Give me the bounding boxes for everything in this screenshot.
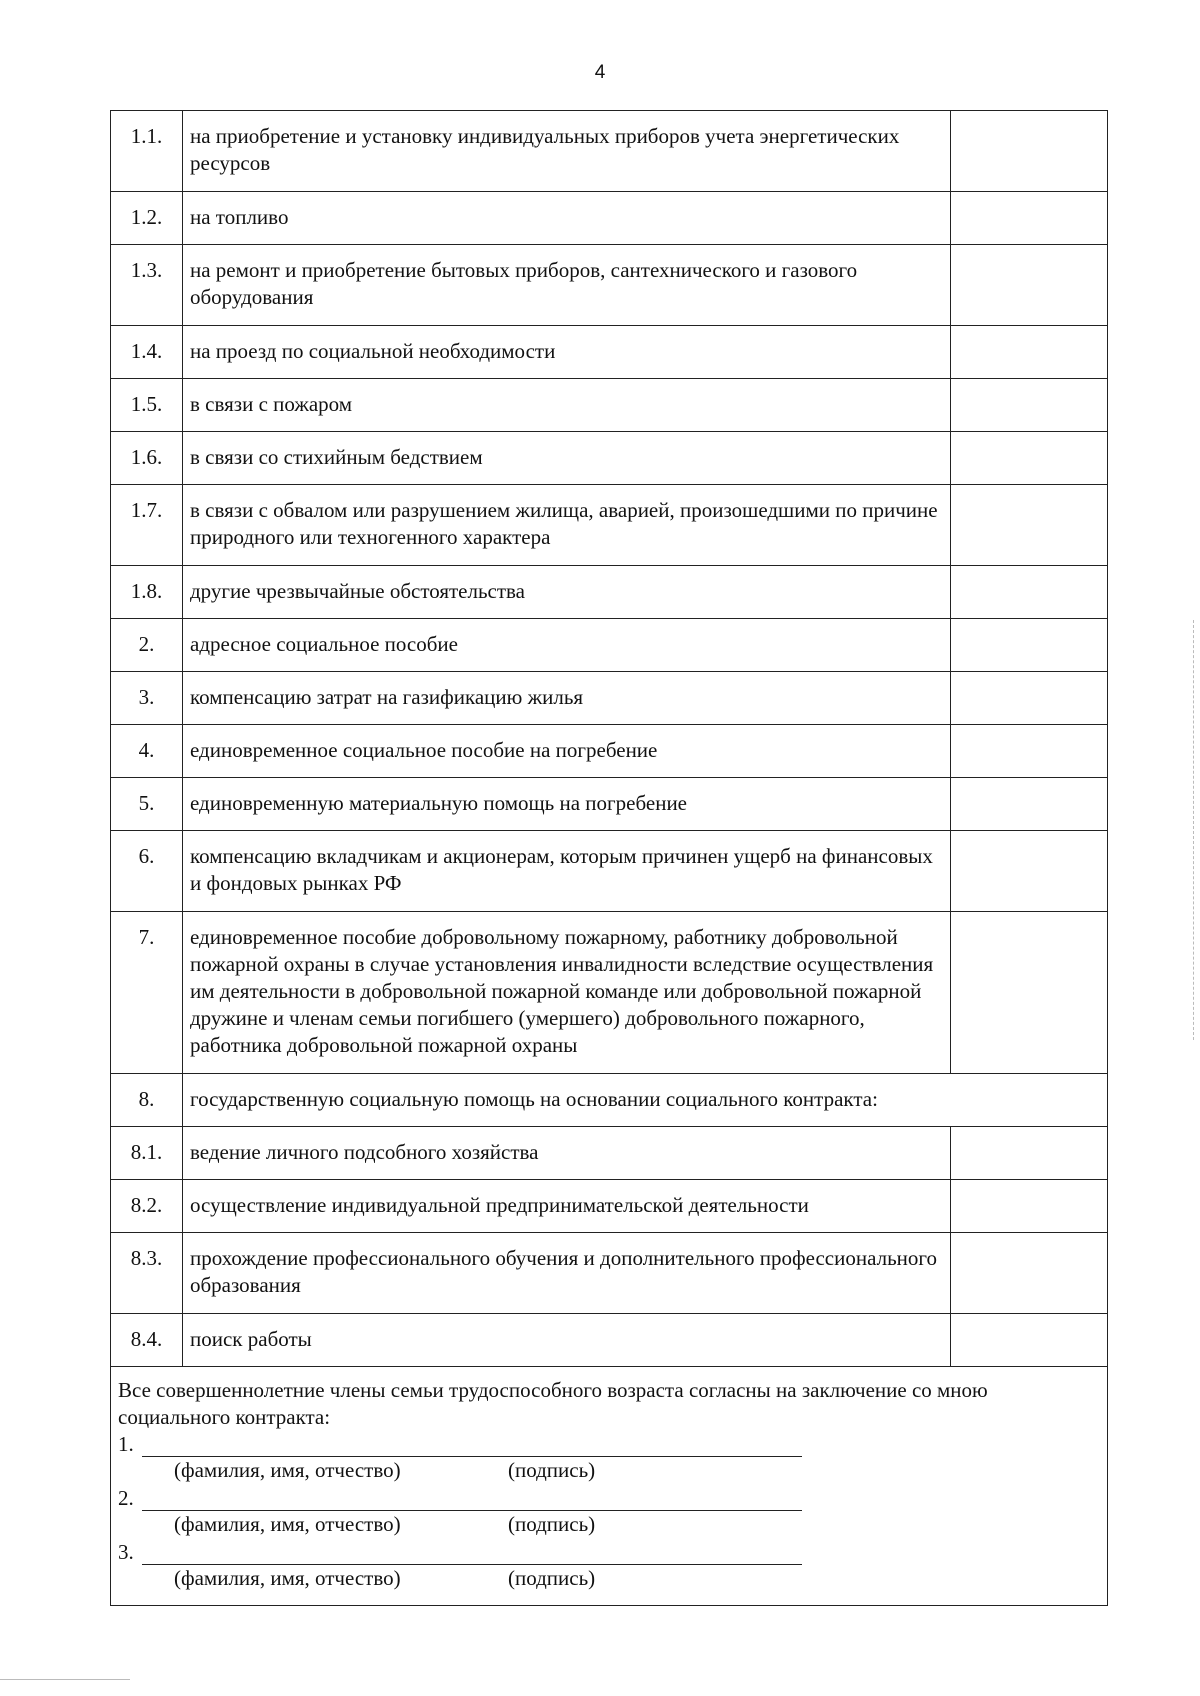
name-caption: (фамилия, имя, отчество) <box>174 1458 401 1482</box>
row-mark-cell[interactable] <box>951 192 1108 245</box>
row-mark-cell[interactable] <box>951 912 1108 1074</box>
row-number: 8.3. <box>111 1233 183 1314</box>
row-text: прохождение профессионального обучения и дополнительного профессионального образования <box>183 1233 951 1314</box>
table-row <box>111 485 1108 566</box>
table-row <box>111 672 1108 725</box>
row-text: на проезд по социальной необходимости <box>183 326 951 379</box>
consent-statement: Все совершеннолетние члены семьи трудоспособного возраста согласны на заключение со мною социального контракта: <box>118 1378 988 1429</box>
row-text: на ремонт и приобретение бытовых приборов, сантехнического и газового оборудования <box>183 245 951 326</box>
row-mark-cell[interactable] <box>951 1233 1108 1314</box>
table-row <box>111 326 1108 379</box>
row-text: на приобретение и установку индивидуальных приборов учета энергетических ресурсов <box>183 111 951 192</box>
signature-line-3[interactable] <box>118 1539 1099 1565</box>
row-number: 1.1. <box>111 111 183 192</box>
row-text: государственную социальную помощь на основании социального контракта: <box>183 1074 1108 1127</box>
row-text: единовременное пособие добровольному пожарному, работнику добровольной пожарной охраны в случае установления инвалидности вследствие осуществления им деятельности в добровольной пожарной команде или добровольной пожарной дружине и членам семьи погибшего (умершего) добровольного пожарного, работника добровольной пожарной охраны <box>183 912 951 1074</box>
signature-captions <box>118 1457 1099 1485</box>
signature-index: 1. <box>118 1432 134 1456</box>
row-text: единовременную материальную помощь на погребение <box>183 778 951 831</box>
table-row <box>111 111 1108 192</box>
signature-line-1[interactable] <box>118 1431 1099 1457</box>
page-number: 4 <box>594 62 606 83</box>
signature-index: 2. <box>118 1486 134 1510</box>
row-mark-cell[interactable] <box>951 432 1108 485</box>
row-text: единовременное социальное пособие на погребение <box>183 725 951 778</box>
row-number: 8.2. <box>111 1180 183 1233</box>
row-number: 1.5. <box>111 379 183 432</box>
row-number: 4. <box>111 725 183 778</box>
row-number: 3. <box>111 672 183 725</box>
sign-caption: (подпись) <box>508 1512 596 1536</box>
row-text: другие чрезвычайные обстоятельства <box>183 566 951 619</box>
row-number: 1.6. <box>111 432 183 485</box>
row-mark-cell[interactable] <box>951 619 1108 672</box>
row-text: компенсацию затрат на газификацию жилья <box>183 672 951 725</box>
row-mark-cell[interactable] <box>951 1314 1108 1367</box>
signature-index: 3. <box>118 1540 134 1564</box>
signature-captions <box>118 1511 1099 1539</box>
row-text: в связи с обвалом или разрушением жилища, аварией, произошедшими по причине природного или техногенного характера <box>183 485 951 566</box>
scan-edge-mark <box>1192 620 1194 1040</box>
row-mark-cell[interactable] <box>951 566 1108 619</box>
row-text: осуществление индивидуальной предпринимательской деятельности <box>183 1180 951 1233</box>
consent-block <box>111 1367 1108 1606</box>
row-text: поиск работы <box>183 1314 951 1367</box>
table-row <box>111 379 1108 432</box>
row-text: на топливо <box>183 192 951 245</box>
assistance-types-table <box>110 110 1108 1606</box>
table-row <box>111 1314 1108 1367</box>
row-mark-cell[interactable] <box>951 1180 1108 1233</box>
table-row <box>111 912 1108 1074</box>
row-number: 8.1. <box>111 1127 183 1180</box>
row-mark-cell[interactable] <box>951 831 1108 912</box>
row-text: компенсацию вкладчикам и акционерам, которым причинен ущерб на финансовых и фондовых рынках РФ <box>183 831 951 912</box>
row-mark-cell[interactable] <box>951 725 1108 778</box>
row-text: ведение личного подсобного хозяйства <box>183 1127 951 1180</box>
row-mark-cell[interactable] <box>951 672 1108 725</box>
row-text: адресное социальное пособие <box>183 619 951 672</box>
scan-bottom-mark <box>0 1679 130 1680</box>
table-row <box>111 192 1108 245</box>
sign-caption: (подпись) <box>508 1458 596 1482</box>
row-number: 5. <box>111 778 183 831</box>
table-row <box>111 831 1108 912</box>
row-number: 1.3. <box>111 245 183 326</box>
row-text: в связи с пожаром <box>183 379 951 432</box>
row-number: 1.7. <box>111 485 183 566</box>
signature-captions <box>118 1565 1099 1593</box>
table-row <box>111 245 1108 326</box>
table-row <box>111 566 1108 619</box>
row-mark-cell[interactable] <box>951 245 1108 326</box>
table-row <box>111 1074 1108 1127</box>
table-row <box>111 1180 1108 1233</box>
row-mark-cell[interactable] <box>951 379 1108 432</box>
table-row <box>111 1233 1108 1314</box>
row-number: 8. <box>111 1074 183 1127</box>
row-mark-cell[interactable] <box>951 1127 1108 1180</box>
sign-caption: (подпись) <box>508 1566 596 1590</box>
table-row <box>111 619 1108 672</box>
row-mark-cell[interactable] <box>951 778 1108 831</box>
row-mark-cell[interactable] <box>951 485 1108 566</box>
footer-row <box>111 1367 1108 1606</box>
name-caption: (фамилия, имя, отчество) <box>174 1512 401 1536</box>
name-caption: (фамилия, имя, отчество) <box>174 1566 401 1590</box>
row-mark-cell[interactable] <box>951 111 1108 192</box>
row-number: 1.4. <box>111 326 183 379</box>
signature-line-2[interactable] <box>118 1485 1099 1511</box>
row-text: в связи со стихийным бедствием <box>183 432 951 485</box>
row-mark-cell[interactable] <box>951 326 1108 379</box>
table-row <box>111 1127 1108 1180</box>
row-number: 7. <box>111 912 183 1074</box>
table-row <box>111 725 1108 778</box>
row-number: 6. <box>111 831 183 912</box>
table-row <box>111 432 1108 485</box>
row-number: 1.2. <box>111 192 183 245</box>
table-row <box>111 778 1108 831</box>
row-number: 8.4. <box>111 1314 183 1367</box>
row-number: 1.8. <box>111 566 183 619</box>
row-number: 2. <box>111 619 183 672</box>
